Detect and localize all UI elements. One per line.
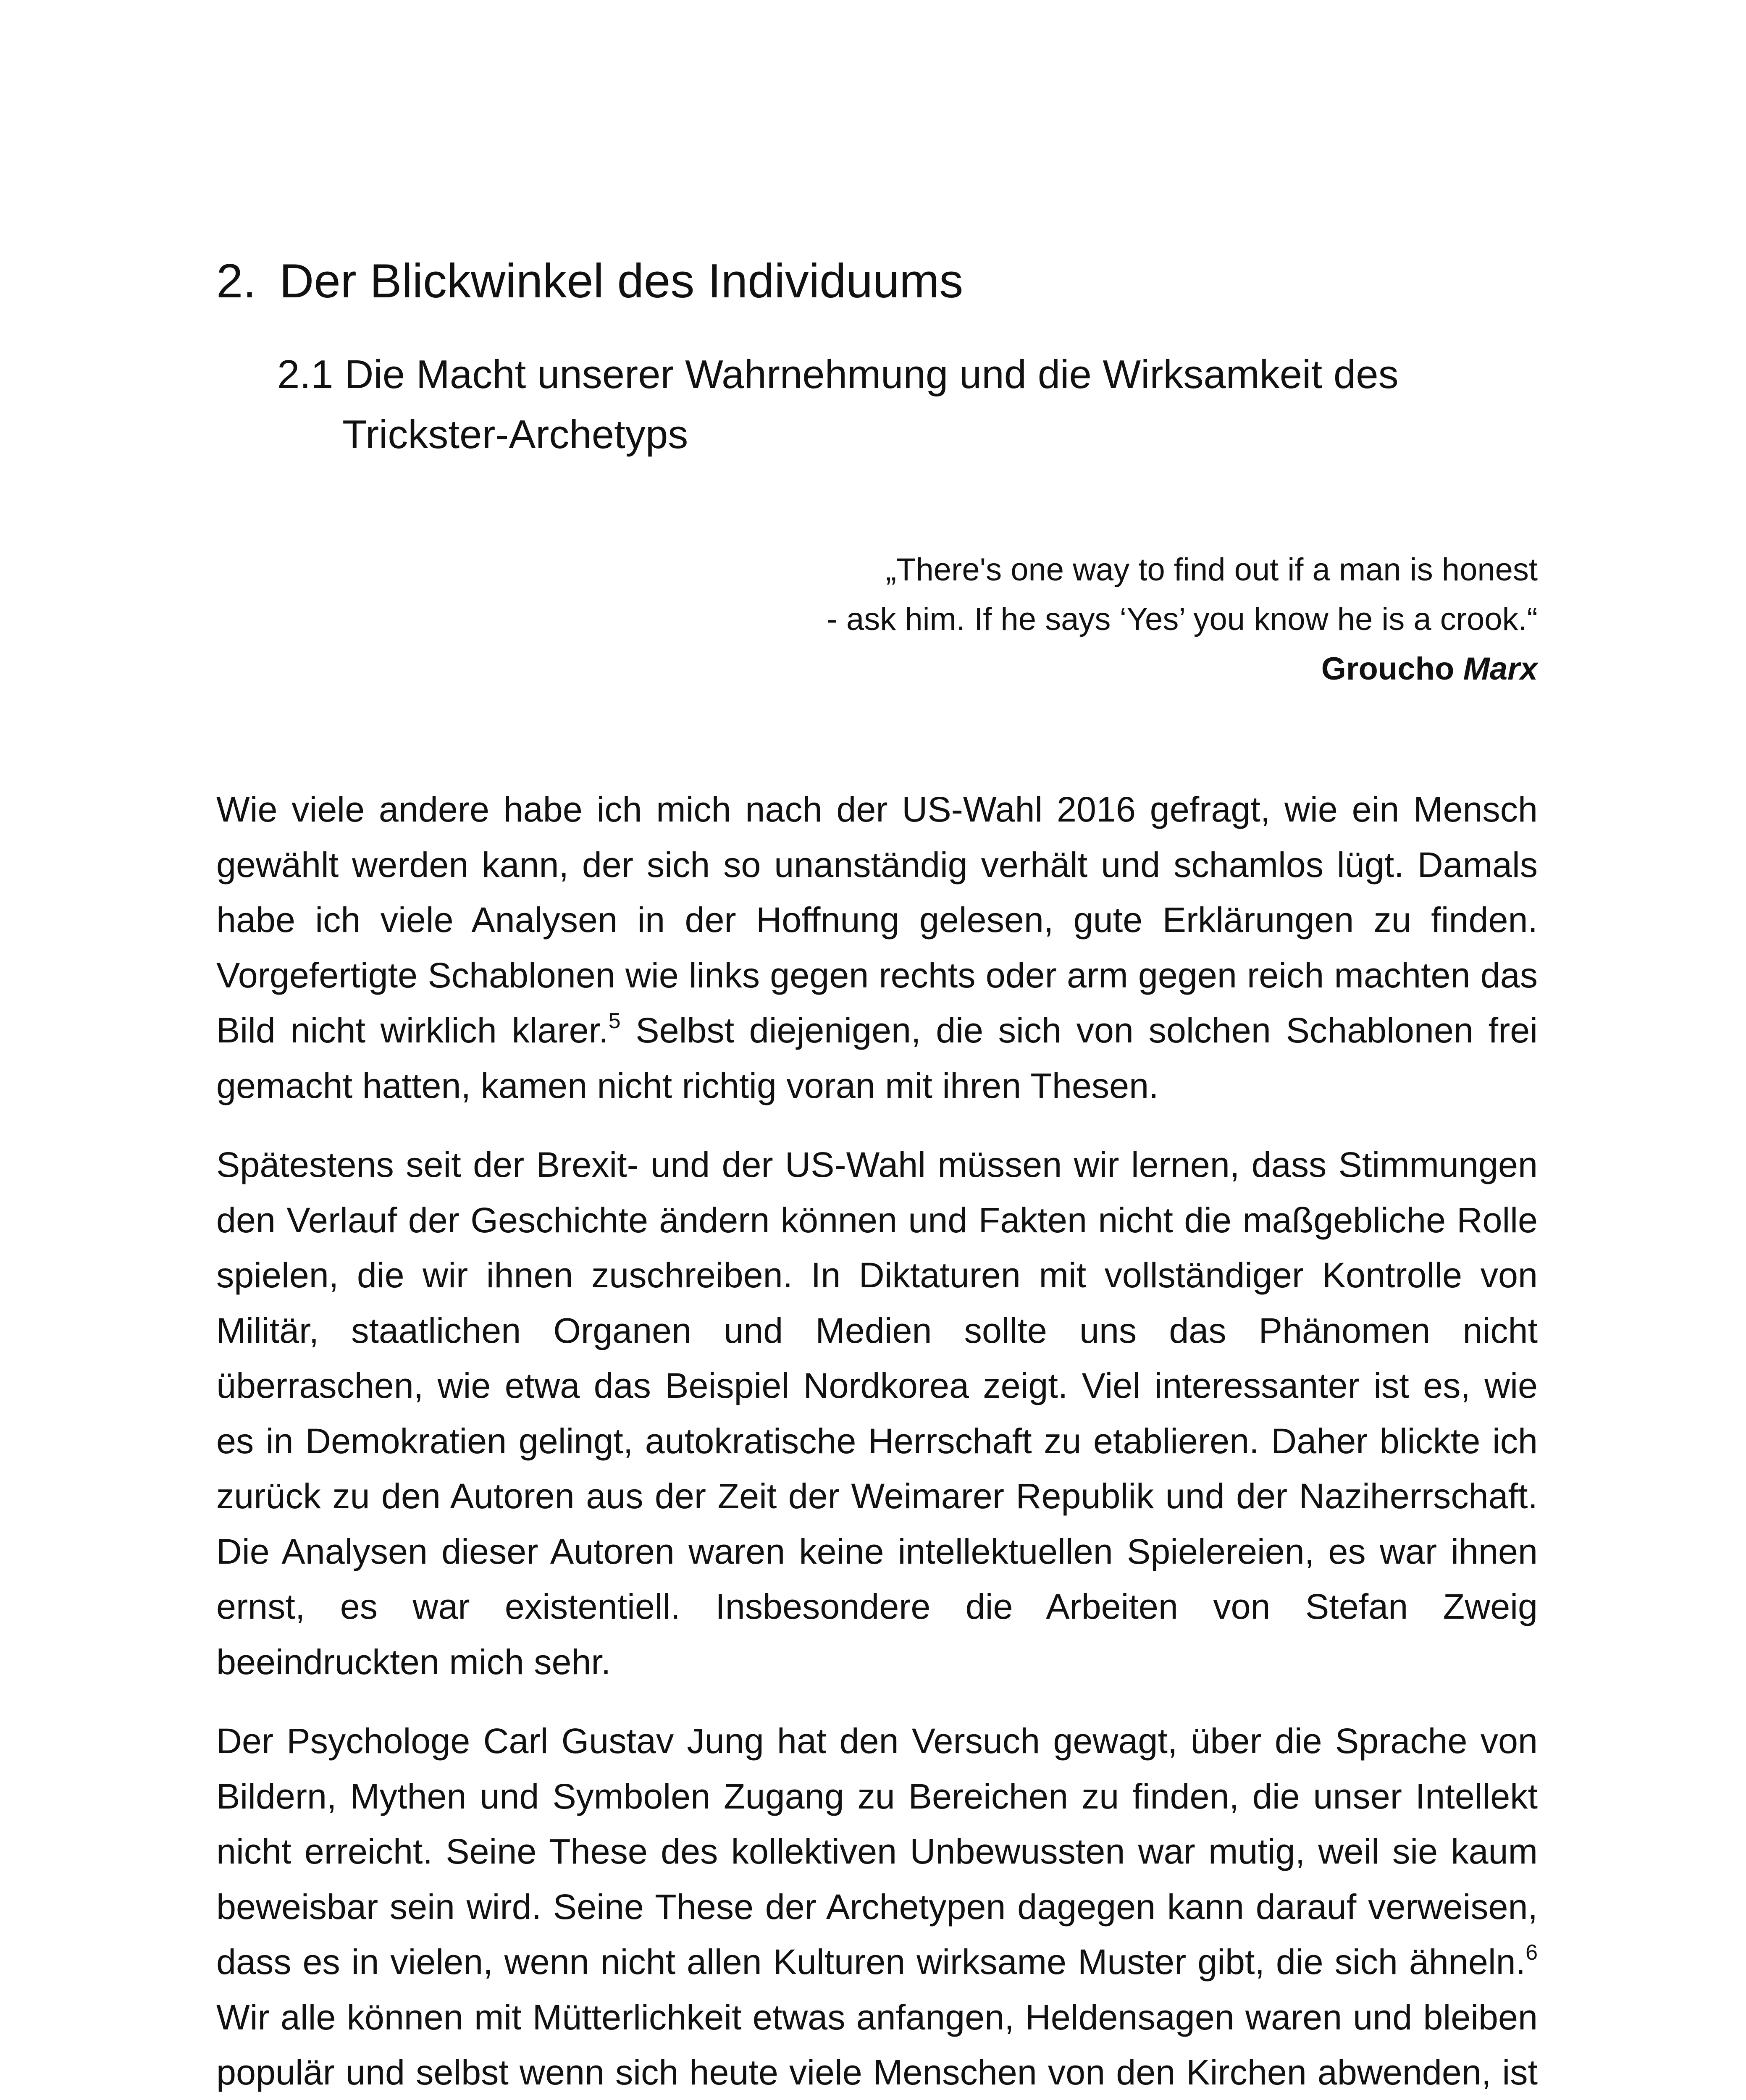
section-title-line-2: Trickster-Archetyps <box>342 412 688 457</box>
paragraph-3 <box>216 1714 1538 2100</box>
paragraph-1-text-b: Selbst diejenigen, die sich von solchen Schablonen frei gemacht hatten, kamen nicht richtig voran mit ihren Thesen. <box>216 1011 1538 1105</box>
chapter-title: Der Blickwinkel des Individuums <box>279 255 964 308</box>
chapter-number: 2. <box>216 255 257 308</box>
epigraph-line-1: „There's one way to find out if a man is honest <box>885 552 1538 588</box>
footnote-marker-6[interactable]: 6 <box>1525 1940 1538 1965</box>
paragraph-3-text-b: Wir alle können mit Mütterlichkeit etwas anfangen, Heldensagen waren und bleiben populär und selbst wenn sich heute viele Menschen von den Kirchen abwenden, ist <box>216 1997 1538 2092</box>
epigraph-line-2: - ask him. If he says ‘Yes’ you know he is a crook.“ <box>827 601 1538 637</box>
epigraph-author-first: Groucho <box>1321 651 1463 687</box>
epigraph-quote <box>614 545 1538 694</box>
chapter-heading <box>216 252 963 311</box>
section-title-line-1: 2.1 Die Macht unserer Wahrnehmung und die Wirksamkeit des <box>277 352 1399 397</box>
section-heading <box>277 344 1600 465</box>
paragraph-2: Spätestens seit der Brexit- und der US-Wahl müssen wir lernen, dass Stimmungen den Verlauf der Geschichte ändern können und Fakten nicht die maßgebliche Rolle spielen, die wir ihnen zuschreiben. In Diktaturen mit vollständiger Kontrolle von Militär, staatlichen Organen und Medien sollte uns das Phänomen nicht überraschen, wie etwa das Beispiel Nordkorea zeigt. Viel interessanter ist es, wie es in Demokratien gelingt, autokratische Herrschaft zu etablieren. Daher blickte ich zurück zu den Autoren aus der Zeit der Weimarer Republik und der Naziherrschaft. Die Analysen dieser Autoren waren keine intellektuellen Spielereien, es war ihnen ernst, es war existentiell. Insbesondere die Arbeiten von Stefan Zweig beeindruckten mich sehr. <box>216 1145 1538 1682</box>
epigraph-author <box>614 644 1538 694</box>
paragraph-1 <box>216 782 1538 1113</box>
footnote-marker-5[interactable]: 5 <box>608 1009 621 1033</box>
body-text <box>216 782 1538 2100</box>
epigraph-author-last: Marx <box>1463 651 1538 687</box>
paragraph-3-text-a: Der Psychologe Carl Gustav Jung hat den Versuch gewagt, über die Sprache von Bildern, Mythen und Symbolen Zugang zu Bereichen zu finden, die unser Intellekt nicht erreicht. Seine These des kollektiven Unbewussten war mutig, weil sie kaum beweisbar sein wird. Seine These der Archetypen dagegen kann darauf verweisen, dass es in vielen, wenn nicht allen Kulturen wirksame Muster gibt, die sich ähneln. <box>216 1721 1538 1982</box>
paragraph-1-text-a: Wie viele andere habe ich mich nach der US-Wahl 2016 gefragt, wie ein Mensch gewählt werden kann, der sich so unanständig verhält und schamlos lügt. Damals habe ich viele Analysen in der Hoffnung gelesen, gute Erklärungen zu finden. Vorgefertigte Schablonen wie links gegen rechts oder arm gegen reich machten das Bild nicht wirklich klarer. <box>216 790 1538 1050</box>
